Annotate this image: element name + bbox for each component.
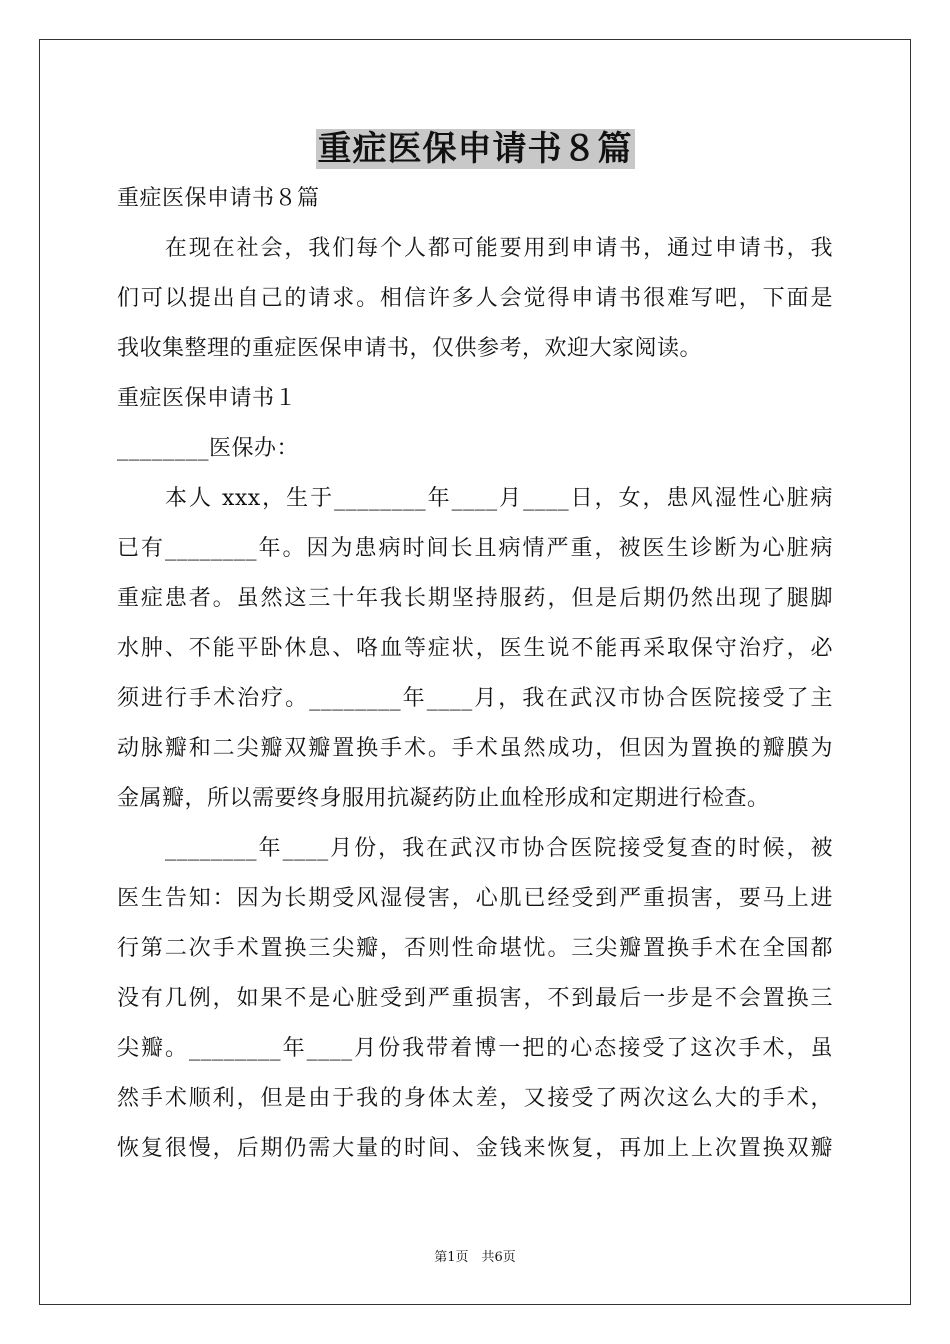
page-border [39, 39, 911, 1305]
paragraph-line: 金属瓣，所以需要终身服用抗凝药防止血栓形成和定期进行检查。 [117, 786, 770, 811]
page-footer: 第1页 共6页 [434, 1250, 516, 1265]
subtitle-line: 重症医保申请书８篇 [117, 186, 320, 211]
paragraph-line: 没有几例，如果不是心脏受到严重损害，不到最后一步是不会置换三 [117, 986, 833, 1011]
paragraph-line: 然手术顺利，但是由于我的身体太差，又接受了两次这么大的手术， [117, 1086, 833, 1111]
document-title-text: 重症医保申请书８篇 [317, 129, 633, 169]
paragraph-line: 在现在社会，我们每个人都可能要用到申请书，通过申请书，我 [117, 236, 833, 261]
paragraph-line: 我收集整理的重症医保申请书，仅供参考，欢迎大家阅读。 [117, 336, 703, 361]
salutation-line: ________医保办： [117, 436, 300, 461]
paragraph-line: ________年____月份，我在武汉市协合医院接受复查的时候，被 [117, 836, 833, 861]
paragraph-line: 重症患者。虽然这三十年我长期坚持服药，但是后期仍然出现了腿脚 [117, 586, 833, 611]
paragraph-line: 动脉瓣和二尖瓣双瓣置换手术。手术虽然成功，但因为置换的瓣膜为 [117, 736, 833, 761]
paragraph-line: 们可以提出自己的请求。相信许多人会觉得申请书很难写吧，下面是 [117, 286, 833, 311]
paragraph-line: 医生告知：因为长期受风湿侵害，心肌已经受到严重损害，要马上进 [117, 886, 833, 911]
section-heading: 重症医保申请书１ [117, 386, 298, 411]
paragraph-line: 尖瓣。________年____月份我带着博一把的心态接受了这次手术，虽 [117, 1036, 833, 1061]
paragraph-line: 水肿、不能平卧休息、咯血等症状，医生说不能再采取保守治疗，必 [117, 636, 833, 661]
paragraph-line: 已有________年。因为患病时间长且病情严重，被医生诊断为心脏病 [117, 536, 833, 561]
paragraph-line: 本人 xxx，生于________年____月____日，女，患风湿性心脏病 [117, 486, 833, 511]
paragraph-line: 须进行手术治疗。________年____月，我在武汉市协合医院接受了主 [117, 686, 833, 711]
document-title [0, 126, 950, 172]
paragraph-line: 行第二次手术置换三尖瓣，否则性命堪忧。三尖瓣置换手术在全国都 [117, 936, 833, 961]
paragraph-line: 恢复很慢，后期仍需大量的时间、金钱来恢复，再加上上次置换双瓣 [117, 1136, 833, 1161]
